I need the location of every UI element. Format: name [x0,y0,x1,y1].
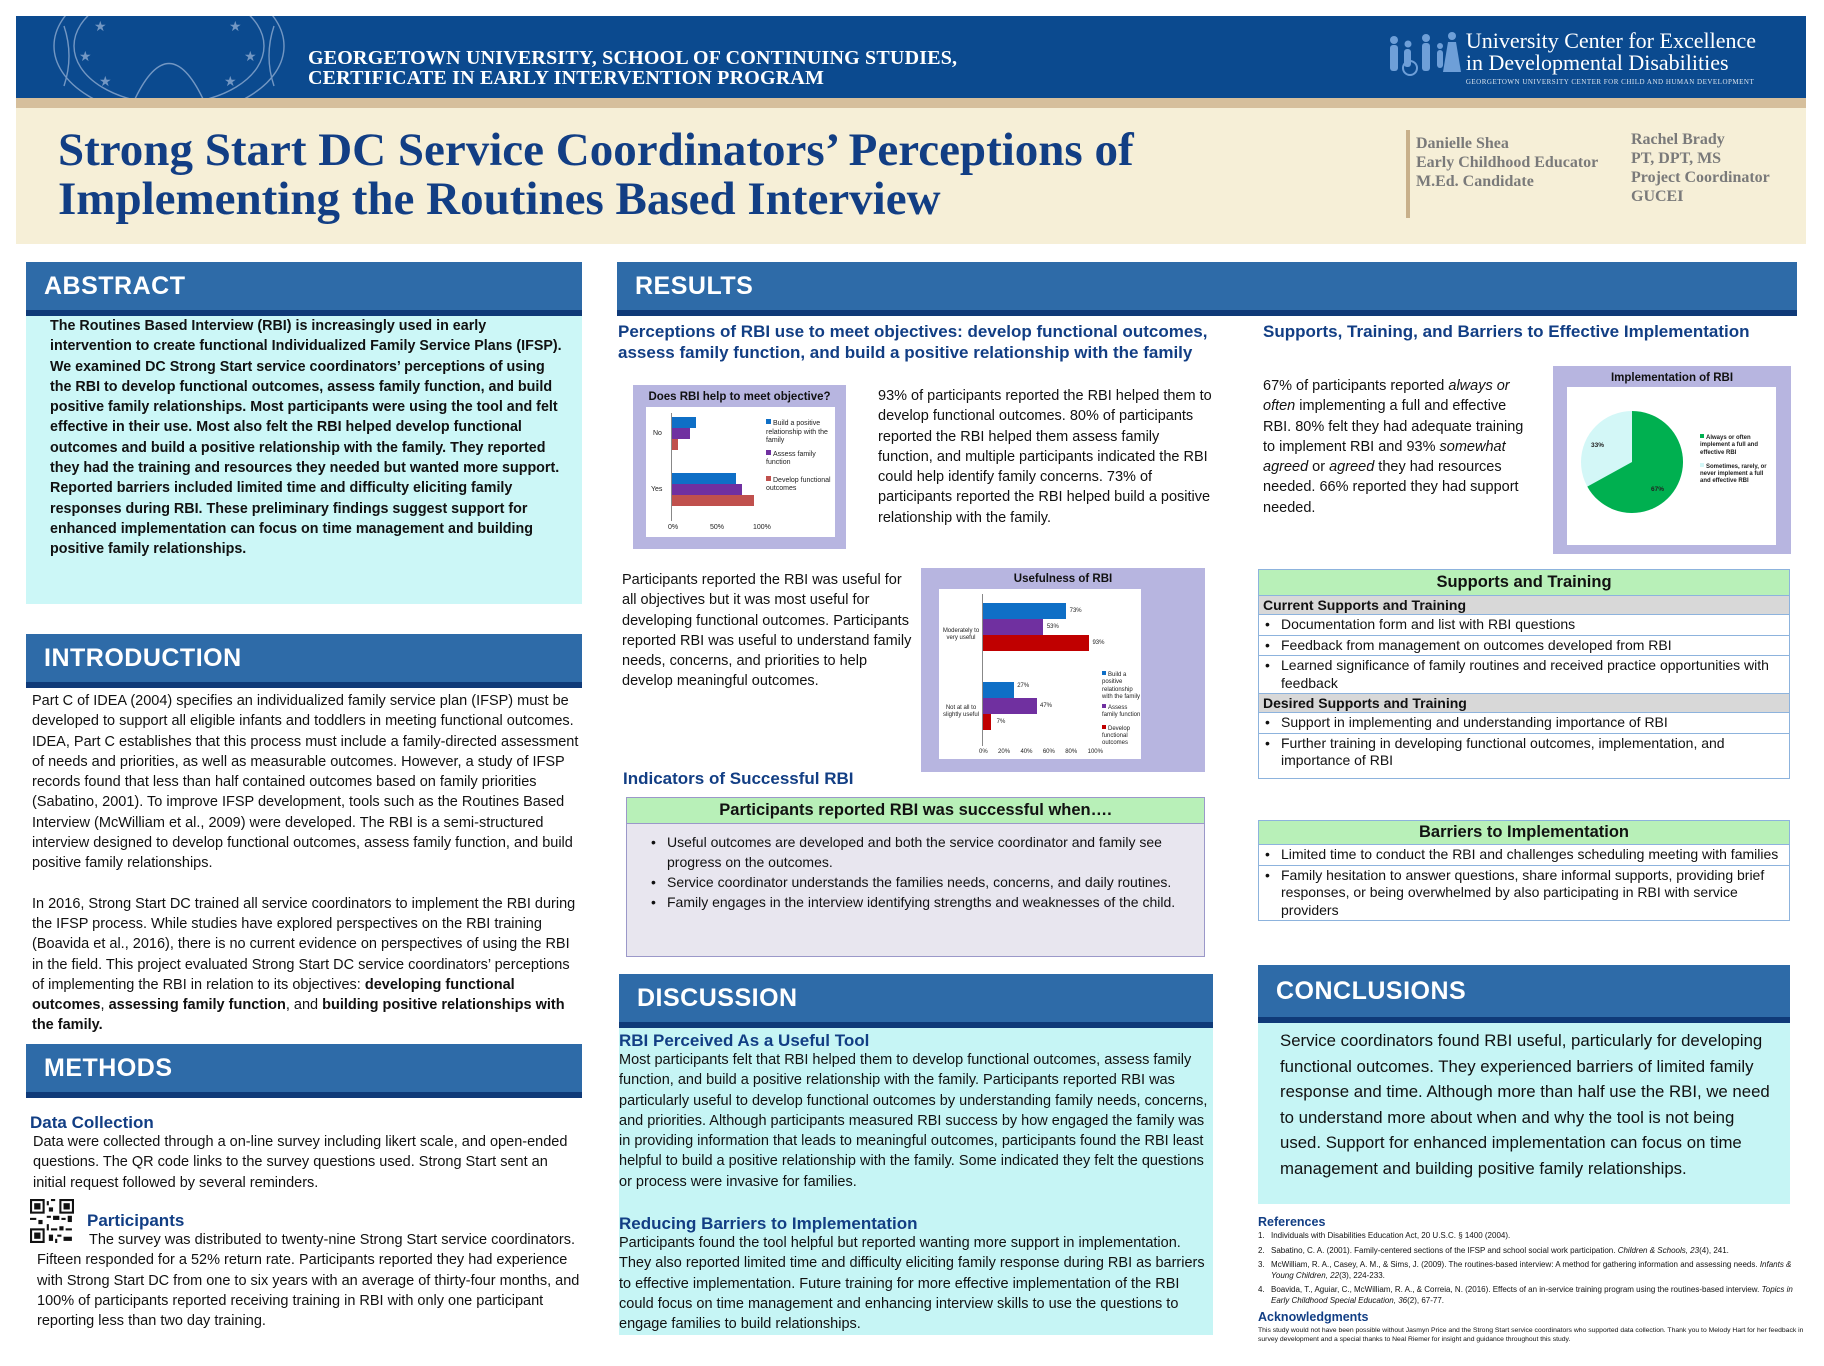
chart-usefulness-of-rbi [921,568,1205,772]
author-2: Rachel Brady PT, DPT, MS Project Coordinator GUCEI [1631,131,1770,205]
supports-table-title: Supports and Training [1259,570,1789,596]
bar-yes-assess [672,484,742,495]
reference-item: 2. Sabatino, C. A. (2001). Family-centered sections of the IFSP and school social work participation. Children & Schools, 23(4), 241. [1258,1245,1729,1255]
introduction-paragraph-2: In 2016, Strong Start DC trained all service coordinators to implement the RBI during the IFSP process. While studies have explored perspectives on the RBI training (Boavida et al., 2016), there is no current evidence on perspectives of using the RBI in the field. This project evaluated Strong Start DC service coordinators’ perceptions of implementing the RBI in relation to its objectives: developing functional outcomes, assessing family function, and building positive relationships with the family. [32,895,576,1034]
x-axis-ticks: 0% 20% 40% 60% 80% 100% [979,749,1103,755]
chart-legend: Always or often implement a full and effective RBI Sometimes, rarely, or never implement a full and effective RBI [1700,435,1767,485]
barriers-table [1258,820,1790,921]
conclusions-panel [1258,1023,1790,1204]
reference-item: 1. Individuals with Disabilities Education Act, 20 U.S.C. § 1400 (2004). [1258,1231,1511,1240]
indicators-box-title: Participants reported RBI was successful when…. [627,798,1204,824]
bar-useful-assess [983,619,1043,635]
desired-supports-heading: Desired Supports and Training [1259,694,1789,713]
indicator-item: • Service coordinator understands the families needs, concerns, and daily routines. [651,874,1172,890]
ucedd-logo: University Center for Excellence in Developmental Disabilities GEORGETOWN UNIVERSITY CENTER FOR CHILD AND HUMAN DEVELOPMENT [1466,30,1756,86]
header-banner [16,16,1806,98]
implementation-text: 67% of participants reported always or often implementing a full and effective RBI. 80% felt they had adequate training to implement RBI and 93% somewhat agreed or agreed they had resources needed. 66% reported they had support needed. [1263,378,1524,516]
svg-text:★: ★ [244,48,257,64]
svg-text:★: ★ [94,18,107,34]
bar-notuseful-assess [983,698,1037,714]
barrier-item: • Family hesitation to answer questions, share informal supports, providing brief responses, or being overwhelmed by also participating in RBI with service providers [1259,866,1789,921]
results-heading: RESULTS [617,262,1797,316]
title-band [16,108,1806,244]
chart-title: Implementation of RBI [1610,372,1734,384]
references-section [1258,1215,1808,1345]
bar-no-assess [672,428,690,439]
current-support-item: • Learned significance of family routines and received practice opportunities with feedback [1259,656,1789,694]
abstract-panel [26,316,582,604]
participants-heading: Participants [87,1211,185,1230]
conclusions-heading: CONCLUSIONS [1258,965,1790,1023]
data-collection-heading: Data Collection [30,1113,154,1132]
chart-legend: Build a positive relationship with the family Assess family function Develop functional outcomes [1102,672,1141,747]
chart-plot-area: Moderately to very useful Not at all to slightly useful 73% 53% 93% 27% 47% 7% 0% 20% 40% 60% 80% 100% Build a positive relationship with the family Assess family function Develop functional outcomes [939,589,1141,759]
results-text-2: Participants reported the RBI was useful for all objectives but it was most useful for developing functional outcomes. Participants reported RBI was useful to understand family needs, concerns, and priorities to help develop meaningful outcomes. [622,572,912,690]
desired-support-item: • Further training in developing functional outcomes, implementation, and importance of RBI [1259,734,1789,778]
current-supports-heading: Current Supports and Training [1259,596,1789,615]
desired-support-item: • Support in implementing and understanding importance of RBI [1259,713,1789,734]
acknowledgments-text: This study would not have been possible without Jasmyn Price and the Strong Start service coordinators who supported data collection. Thank you to Melody Hart for her feedback in survey development and a special thanks to Neal Riemer for insight and guidance throughout this study. [1258,1327,1804,1344]
svg-text:★: ★ [79,48,92,64]
current-support-item: • Documentation form and list with RBI questions [1259,615,1789,636]
author-1: Danielle Shea Early Childhood Educator M.Ed. Candidate [1416,135,1599,190]
university-seal-icon [34,16,304,98]
discussion-text-1: Most participants felt that RBI helped them to develop functional outcomes, assess family function, and build a positive relationship with the family. Participants reported RBI was particularly useful to develop functional outcomes by understanding family needs, concerns, and priorities. Although participants measured RBI success by how engaged the family was in providing information that leads to meaningful outcomes, participants found the RBI least helpful to build a positive relationship with the family. Some indicated they felt the questions or process were invasive for families. [619,1052,1208,1190]
data-collection-text: Data were collected through a on-line survey including likert scale, and open-ended questions. The QR code links to the survey questions used. Strong Start sent an initial request followed by several reminders. [33,1134,568,1191]
bar-yes-build [672,473,736,484]
institution-name: GEORGETOWN UNIVERSITY, SCHOOL OF CONTINUING STUDIES, CERTIFICATE IN EARLY INTERVENTION PROGRAM [308,47,958,89]
chart-title: Does RBI help to meet objective? [648,391,831,403]
discussion-heading: DISCUSSION [619,974,1213,1028]
abstract-heading: ABSTRACT [26,262,582,316]
indicators-list [627,824,1204,912]
discussion-subheading-1: RBI Perceived As a Useful Tool [619,1031,870,1050]
pie-chart [1581,411,1683,513]
methods-heading: METHODS [26,1044,582,1098]
references-list [1258,1231,1808,1306]
bar-useful-build [983,603,1066,619]
results-text-1: 93% of participants reported the RBI helped them to develop functional outcomes. 80% of participants reported the RBI helped them assess family function, and multiple participants indicated the RBI could help identify family concerns. 73% of participants reported the RBI helped build a positive relationship with the family. [878,388,1212,526]
family-figures-icon [1386,32,1462,76]
indicators-heading: Indicators of Successful RBI [623,769,854,788]
chart-does-rbi-help [633,385,846,549]
indicator-item: • Family engages in the interview identifying strengths and weaknesses of the child. [651,894,1176,910]
banner-divider [16,98,1806,108]
svg-text:★: ★ [224,73,237,89]
chart-implementation-of-rbi [1553,366,1791,554]
discussion-panel [619,1028,1213,1335]
bar-notuseful-develop [983,714,991,730]
conclusions-text: Service coordinators found RBI useful, particularly for developing functional outcomes. They experienced barriers of limited family response and time. Although more than half use the RBI, we need to understand more about when and why the tool is not being used. Support for enhanced implementation can focus on time management and building positive family relationships. [1280,1031,1770,1178]
bar-useful-develop [983,635,1089,651]
bar-notuseful-build [983,682,1014,698]
results-objectives-subheading: Perceptions of RBI use to meet objectives: develop functional outcomes, assess family function, and build a positive relationship with the family [618,322,1208,362]
indicators-box [626,797,1205,957]
bar-no-develop [672,439,678,450]
chart-title: Usefulness of RBI [1013,573,1113,585]
reference-item: 3. McWilliam, R. A., Casey, A. M., & Sims, J. (2009). The routines-based interview: A method for gathering information and assessing needs. Infants & Young Children, 22(3), 224-233. [1258,1260,1792,1280]
bar-yes-develop [672,495,754,506]
references-heading: References [1258,1215,1326,1229]
reference-item: 4. Boavida, T., Aguiar, C., McWilliam, R. A., & Correia, N. (2016). Effects of an in-service training program using the routines-based interview. Topics in Early Childhood Special Education, 36(2), 67-77. [1258,1285,1793,1305]
indicator-item: • Useful outcomes are developed and both the service coordinator and family see progress on the outcomes. [651,834,1162,870]
barrier-item: • Limited time to conduct the RBI and challenges scheduling meeting with families [1259,845,1789,866]
abstract-text: The Routines Based Interview (RBI) is increasingly used in early intervention to create functional Individualized Family Service Plans (IFSP). We examined DC Strong Start service coordinators’ perceptions of using the RBI to develop functional outcomes, assess family function, and build positive family relationships. Most participants were using the tool and felt effective in their use. Most also felt the RBI helped develop functional outcomes and build a positive relationship with the family. They reported they had the training and resources they needed but wanted more support. Reported barriers included limited time and difficulty eliciting family responses during RBI. These preliminary findings suggest support for enhanced implementation can focus on time management and building positive family relationships. [50,318,562,558]
svg-text:★: ★ [99,73,112,89]
acknowledgments-heading: Acknowledgments [1258,1310,1369,1324]
bar-no-build [672,417,696,428]
introduction-body [32,691,582,1036]
supports-training-table [1258,569,1790,779]
chart-plot-area: No Yes 0% 50% 100% Build a positive relationship with the family Assess family function Develop functional outcomes [646,407,835,537]
author-divider [1406,130,1410,218]
chart-legend: Build a positive relationship with the family Assess family function Develop functional outcomes [766,420,831,492]
current-support-item: • Feedback from management on outcomes developed from RBI [1259,636,1789,657]
introduction-heading: INTRODUCTION [26,634,582,688]
poster-title: Strong Start DC Service Coordinators’ Perceptions of Implementing the Routines Based Interview [58,124,1134,225]
participants-text: The survey was distributed to twenty-nine Strong Start service coordinators. Fifteen responded for a 52% return rate. Participants reported they had experience with Strong Start DC from one to six years with an average of thirty-four months, and 100% of participants reported receiving training in RBI with only one participant reporting less than two day training. [37,1232,580,1330]
discussion-subheading-2: Reducing Barriers to Implementation [619,1214,918,1233]
introduction-paragraph-1: Part C of IDEA (2004) specifies an individualized family service plan (IFSP) must be developed to support all eligible infants and toddlers in meeting functional outcomes. IDEA, Part C establishes that this process must include a family-directed assessment of needs and priorities, as well as measurable outcomes. However, a study of IFSP records found that less than half contained outcomes based on family priorities (Sabatino, 2001). To improve IFSP development, tools such as the Routines Based Interview (McWilliam et al., 2009) were developed. The RBI is a semi-structured interview designed to develop functional outcomes, assess family function, and build positive family relationships. [32,693,579,872]
chart-plot-area: 33% 67% Always or often implement a full and effective RBI Sometimes, rarely, or never implement a full and effective RBI [1567,387,1776,545]
discussion-text-2: Participants found the tool helpful but reported wanting more support in implementation. They also reported limited time and difficulty eliciting family response during RBI as barriers to effective implementation. Future training for more effective implementation of the RBI could focus on time management and enhancing interview skills to use the questions to engage families to build relationships. [619,1235,1205,1333]
svg-text:★: ★ [229,18,242,34]
barriers-table-title: Barriers to Implementation [1259,821,1789,845]
results-supports-subheading: Supports, Training, and Barriers to Effective Implementation [1263,322,1750,341]
